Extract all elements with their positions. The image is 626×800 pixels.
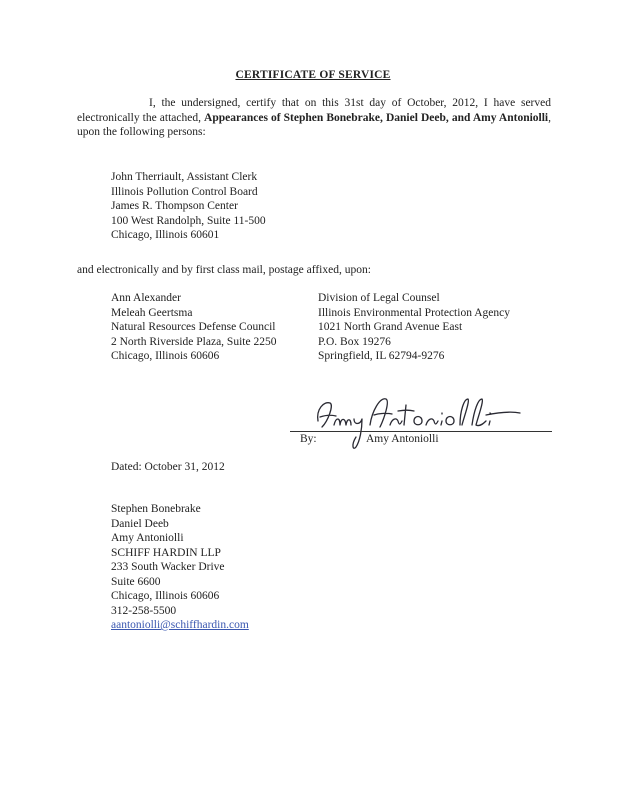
signature-line — [290, 431, 552, 432]
address-line: 100 West Randolph, Suite 11-500 — [111, 214, 266, 227]
address-line: Chicago, Illinois 60606 — [111, 350, 220, 362]
sender-line: Stephen Bonebrake — [111, 503, 201, 515]
sender-address — [111, 502, 249, 633]
recipient-address-right — [318, 291, 510, 364]
address-line: Meleah Geertsma — [111, 306, 193, 319]
address-line: Ann Alexander — [111, 292, 181, 304]
address-line: John Therriault, Assistant Clerk — [111, 171, 258, 183]
signature-by-label: By: — [300, 433, 317, 445]
intro-text-end: , upon the following persons: — [77, 111, 551, 138]
address-line: Division of Legal Counsel — [318, 292, 440, 304]
address-line: Chicago, Illinois 60601 — [111, 229, 220, 241]
address-line: 1021 North Grand Avenue East — [318, 321, 463, 333]
sender-line: Amy Antoniolli — [111, 532, 184, 544]
sender-email-link[interactable]: aantoniolli@schiffhardin.com — [111, 619, 249, 631]
address-line: Natural Resources Defense Council — [111, 321, 276, 333]
sender-line: Chicago, Illinois 60606 — [111, 590, 220, 602]
address-line: P.O. Box 19276 — [318, 335, 391, 348]
sender-line: 312-258-5500 — [111, 604, 177, 617]
page-title: CERTIFICATE OF SERVICE — [235, 69, 391, 81]
recipient-address-left — [111, 291, 276, 364]
address-line: Illinois Pollution Control Board — [111, 185, 258, 198]
sender-line: SCHIFF HARDIN LLP — [111, 546, 221, 559]
intro-text-start: I, the undersigned, certify that on this 31st day of October, 2012, I have served electronically the attached, — [77, 97, 551, 124]
intro-document-title: Appearances of Stephen Bonebrake, Daniel Deeb, and Amy Antoniolli — [204, 111, 549, 124]
address-line: Illinois Environmental Protection Agency — [318, 306, 510, 319]
signatory-name: Amy Antoniolli — [366, 433, 439, 445]
sender-line: 233 South Wacker Drive — [111, 561, 225, 573]
address-line: 2 North Riverside Plaza, Suite 2250 — [111, 335, 277, 348]
sender-line: Suite 6600 — [111, 575, 161, 588]
signature-block — [290, 395, 552, 450]
mail-service-intro: and electronically and by first class mail, postage affixed, upon: — [77, 264, 371, 276]
primary-recipient-address — [111, 170, 266, 243]
intro-paragraph — [77, 96, 551, 140]
dated-line: Dated: October 31, 2012 — [111, 461, 225, 473]
address-line: Springfield, IL 62794-9276 — [318, 350, 445, 362]
address-line: James R. Thompson Center — [111, 200, 238, 212]
sender-line: Daniel Deeb — [111, 517, 169, 530]
